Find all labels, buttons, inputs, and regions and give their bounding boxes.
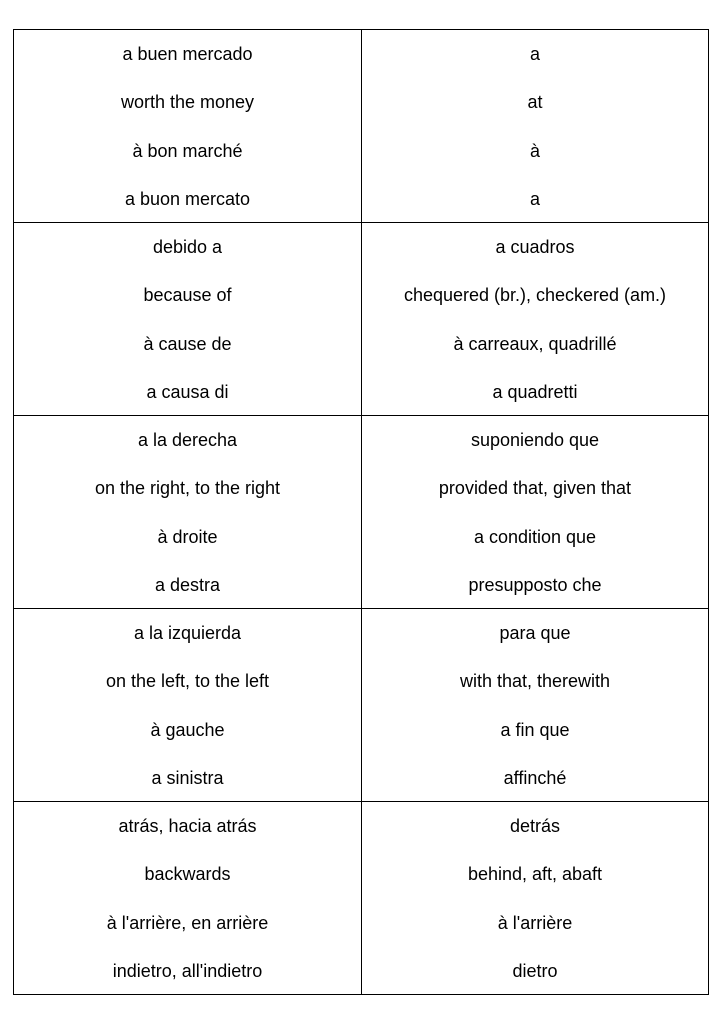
- term-italian: a: [529, 188, 540, 209]
- card-row: [14, 416, 709, 609]
- vocab-card-right: [362, 609, 709, 802]
- term-english: on the right, to the right: [94, 478, 281, 499]
- term-spanish: debido a: [152, 237, 223, 257]
- term-french: a condition que: [473, 526, 597, 547]
- term-english: because of: [143, 285, 232, 306]
- term-italian: a destra: [154, 574, 221, 595]
- term-spanish: a: [529, 44, 540, 64]
- term-spanish: a la izquierda: [133, 623, 242, 643]
- term-english: at: [527, 92, 543, 113]
- vocab-card-left: [14, 30, 362, 223]
- term-spanish: a la derecha: [137, 430, 238, 450]
- term-italian: a quadretti: [492, 381, 578, 402]
- term-french: à gauche: [150, 719, 225, 740]
- term-italian: indietro, all'indietro: [112, 960, 263, 981]
- term-english: worth the money: [120, 92, 255, 113]
- vocab-card-left: [14, 609, 362, 802]
- term-spanish: para que: [499, 623, 571, 643]
- vocab-card-right: [362, 30, 709, 223]
- vocab-card-left: [14, 802, 362, 995]
- term-french: à carreaux, quadrillé: [453, 333, 617, 354]
- term-english: behind, aft, abaft: [467, 864, 603, 885]
- vocabulary-card-grid: [13, 29, 709, 995]
- term-spanish: atrás, hacia atrás: [118, 816, 257, 836]
- term-french: à cause de: [143, 333, 232, 354]
- term-spanish: suponiendo que: [470, 430, 600, 450]
- term-italian: a causa di: [146, 381, 229, 402]
- vocab-card-left: [14, 223, 362, 416]
- term-english: chequered (br.), checkered (am.): [403, 285, 667, 306]
- card-row: [14, 609, 709, 802]
- term-italian: a sinistra: [151, 767, 224, 788]
- term-italian: presupposto che: [468, 574, 602, 595]
- term-french: à droite: [157, 526, 218, 547]
- term-spanish: a buen mercado: [122, 44, 253, 64]
- term-italian: affinché: [503, 767, 567, 788]
- term-french: à l'arrière, en arrière: [106, 912, 269, 933]
- term-spanish: a cuadros: [495, 237, 575, 257]
- term-english: backwards: [144, 864, 231, 885]
- card-row: [14, 802, 709, 995]
- term-english: with that, therewith: [459, 671, 611, 692]
- term-english: provided that, given that: [438, 478, 632, 499]
- term-french: à: [529, 140, 540, 161]
- term-italian: a buon mercato: [124, 188, 251, 209]
- term-spanish: detrás: [509, 816, 561, 836]
- vocab-card-right: [362, 416, 709, 609]
- vocab-card-right: [362, 802, 709, 995]
- term-english: on the left, to the left: [105, 671, 270, 692]
- term-french: à l'arrière: [497, 912, 573, 933]
- term-french: a fin que: [500, 719, 570, 740]
- term-french: à bon marché: [132, 140, 243, 161]
- vocab-card-left: [14, 416, 362, 609]
- card-row: [14, 223, 709, 416]
- term-italian: dietro: [512, 960, 558, 981]
- card-row: [14, 30, 709, 223]
- vocab-card-right: [362, 223, 709, 416]
